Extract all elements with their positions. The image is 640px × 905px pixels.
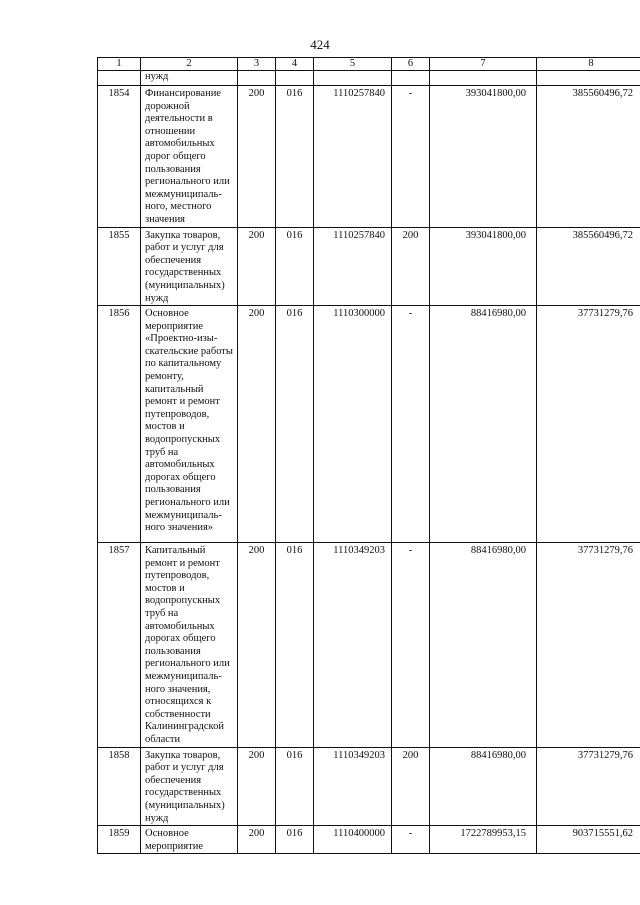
column-3-value: 200	[248, 308, 265, 320]
column-header: 7	[430, 58, 537, 71]
column-3-cell	[238, 86, 276, 228]
target-code-cell	[314, 306, 392, 543]
column-4-value: 016	[286, 545, 303, 557]
column-header: 8	[537, 58, 640, 71]
column-3-cell	[238, 71, 276, 86]
expense-type: -	[408, 828, 413, 840]
expense-type: 200	[402, 749, 419, 761]
target-code: 1110400000	[333, 828, 385, 840]
amount-8: 37731279,76	[577, 545, 633, 557]
target-code-cell	[314, 86, 392, 228]
amount-7-cell	[430, 71, 537, 86]
target-code: 1110257840	[333, 88, 385, 99]
amount-8-cell	[537, 826, 640, 854]
item-name: Закупка товаров, работ и услуг для обеспечения государственных (муниципальных) нужд	[145, 749, 225, 824]
table-row	[98, 227, 640, 306]
column-3-cell	[238, 306, 276, 543]
expense-type-cell	[392, 826, 430, 854]
amount-8: 37731279,76	[577, 749, 633, 761]
amount-8-cell	[537, 86, 640, 228]
target-code-cell	[314, 227, 392, 306]
table-row	[98, 826, 640, 854]
column-4-cell	[276, 543, 314, 748]
amount-7-cell	[430, 543, 537, 748]
expense-type-cell	[392, 306, 430, 543]
column-3-cell	[238, 826, 276, 854]
row-number: 1857	[108, 545, 130, 557]
expense-type: -	[408, 545, 413, 557]
column-3-value: 200	[248, 229, 265, 241]
target-code: 1110349203	[333, 545, 385, 557]
row-number-cell	[98, 543, 141, 748]
expense-type-cell	[392, 227, 430, 306]
row-number: 1856	[108, 308, 130, 320]
row-number-cell	[98, 71, 141, 86]
expense-type-cell	[392, 71, 430, 86]
amount-8: 385560496,72	[572, 88, 633, 99]
amount-7: 88416980,00	[470, 749, 526, 761]
table-row	[98, 306, 640, 543]
column-3-value: 200	[248, 749, 265, 761]
amount-7: 393041800,00	[465, 229, 526, 241]
column-header: 3	[238, 58, 276, 71]
item-name-cell	[141, 747, 238, 826]
row-number: 1854	[108, 88, 130, 99]
column-4-cell	[276, 227, 314, 306]
row-number: 1855	[108, 229, 130, 241]
target-code: 1110349203	[333, 749, 385, 761]
target-code-cell	[314, 543, 392, 748]
amount-7-cell	[430, 826, 537, 854]
column-4-value: 016	[286, 229, 303, 241]
row-number-cell	[98, 747, 141, 826]
table-row	[98, 543, 640, 748]
amount-8-cell	[537, 306, 640, 543]
item-name: Капитальный ремонт и ремонт путепроводов, мостов и водопропускных труб на автомобильных дорогах общего пользования регионального или межмуниципаль-ного значения, относящихся к собственности Калининградской области	[145, 545, 230, 745]
amount-7-cell	[430, 86, 537, 228]
column-header: 2	[141, 58, 238, 71]
expense-type: -	[408, 88, 413, 99]
target-code-cell	[314, 71, 392, 86]
column-4-cell	[276, 306, 314, 543]
amount-8-cell	[537, 227, 640, 306]
column-header: 4	[276, 58, 314, 71]
expense-type: -	[408, 308, 413, 320]
column-header: 5	[314, 58, 392, 71]
target-code: 1110300000	[333, 308, 385, 320]
amount-8: 37731279,76	[577, 308, 633, 320]
amount-7: 88416980,00	[470, 308, 526, 320]
amount-7: 1722789953,15	[460, 828, 526, 840]
column-3-cell	[238, 543, 276, 748]
budget-table	[97, 57, 640, 854]
row-number-cell	[98, 826, 141, 854]
item-name: Основное мероприятие «Проектно-изы-скательские работы по капитальному ремонту, капитальный ремонт и ремонт путепроводов, мостов и водопропускных труб на автомобильных дорогах общего пользования регионального или межмуниципаль-ного значения»	[145, 308, 233, 534]
item-name-cell	[141, 86, 238, 228]
column-4-cell	[276, 826, 314, 854]
table-row	[98, 747, 640, 826]
column-3-value: 200	[248, 828, 265, 840]
column-4-value: 016	[286, 749, 303, 761]
column-4-cell	[276, 747, 314, 826]
row-number-cell	[98, 306, 141, 543]
item-name-cell	[141, 306, 238, 543]
target-code-cell	[314, 826, 392, 854]
column-3-cell	[238, 227, 276, 306]
item-name-cell	[141, 826, 238, 854]
table-row	[98, 86, 640, 228]
amount-7-cell	[430, 306, 537, 543]
row-number: 1859	[108, 828, 130, 840]
column-3-value: 200	[248, 545, 265, 557]
amount-7: 88416980,00	[470, 545, 526, 557]
column-header: 1	[98, 58, 141, 71]
table-row	[98, 71, 640, 86]
expense-type: 200	[402, 229, 419, 241]
amount-7: 393041800,00	[465, 88, 526, 99]
column-3-value: 200	[248, 88, 265, 99]
row-number: 1858	[108, 749, 130, 761]
amount-8-cell	[537, 71, 640, 86]
column-3-cell	[238, 747, 276, 826]
amount-8-cell	[537, 747, 640, 826]
amount-7-cell	[430, 747, 537, 826]
expense-type-cell	[392, 747, 430, 826]
item-name: Основное мероприятие	[145, 828, 203, 852]
amount-8-cell	[537, 543, 640, 748]
column-header: 6	[392, 58, 430, 71]
expense-type-cell	[392, 86, 430, 228]
column-4-value: 016	[286, 828, 303, 840]
page-number: 424	[310, 37, 330, 52]
amount-8: 385560496,72	[572, 229, 633, 241]
target-code: 1110257840	[333, 229, 385, 241]
column-4-cell	[276, 86, 314, 228]
column-4-value: 016	[286, 88, 303, 99]
item-name-cell	[141, 543, 238, 748]
item-name-cell: нужд	[141, 71, 238, 86]
item-name: Финансирование дорожной деятельности в отношении автомобильных дорог общего пользования регионального или межмуниципаль-ного, местного значения	[145, 88, 230, 225]
column-4-cell	[276, 71, 314, 86]
amount-7-cell	[430, 227, 537, 306]
amount-8: 903715551,62	[572, 828, 633, 840]
target-code-cell	[314, 747, 392, 826]
row-number-cell	[98, 227, 141, 306]
item-name: Закупка товаров, работ и услуг для обеспечения государственных (муниципальных) нужд	[145, 229, 225, 304]
expense-type-cell	[392, 543, 430, 748]
column-4-value: 016	[286, 308, 303, 320]
column-number-row	[98, 58, 640, 71]
row-number-cell	[98, 86, 141, 228]
item-name-cell	[141, 227, 238, 306]
